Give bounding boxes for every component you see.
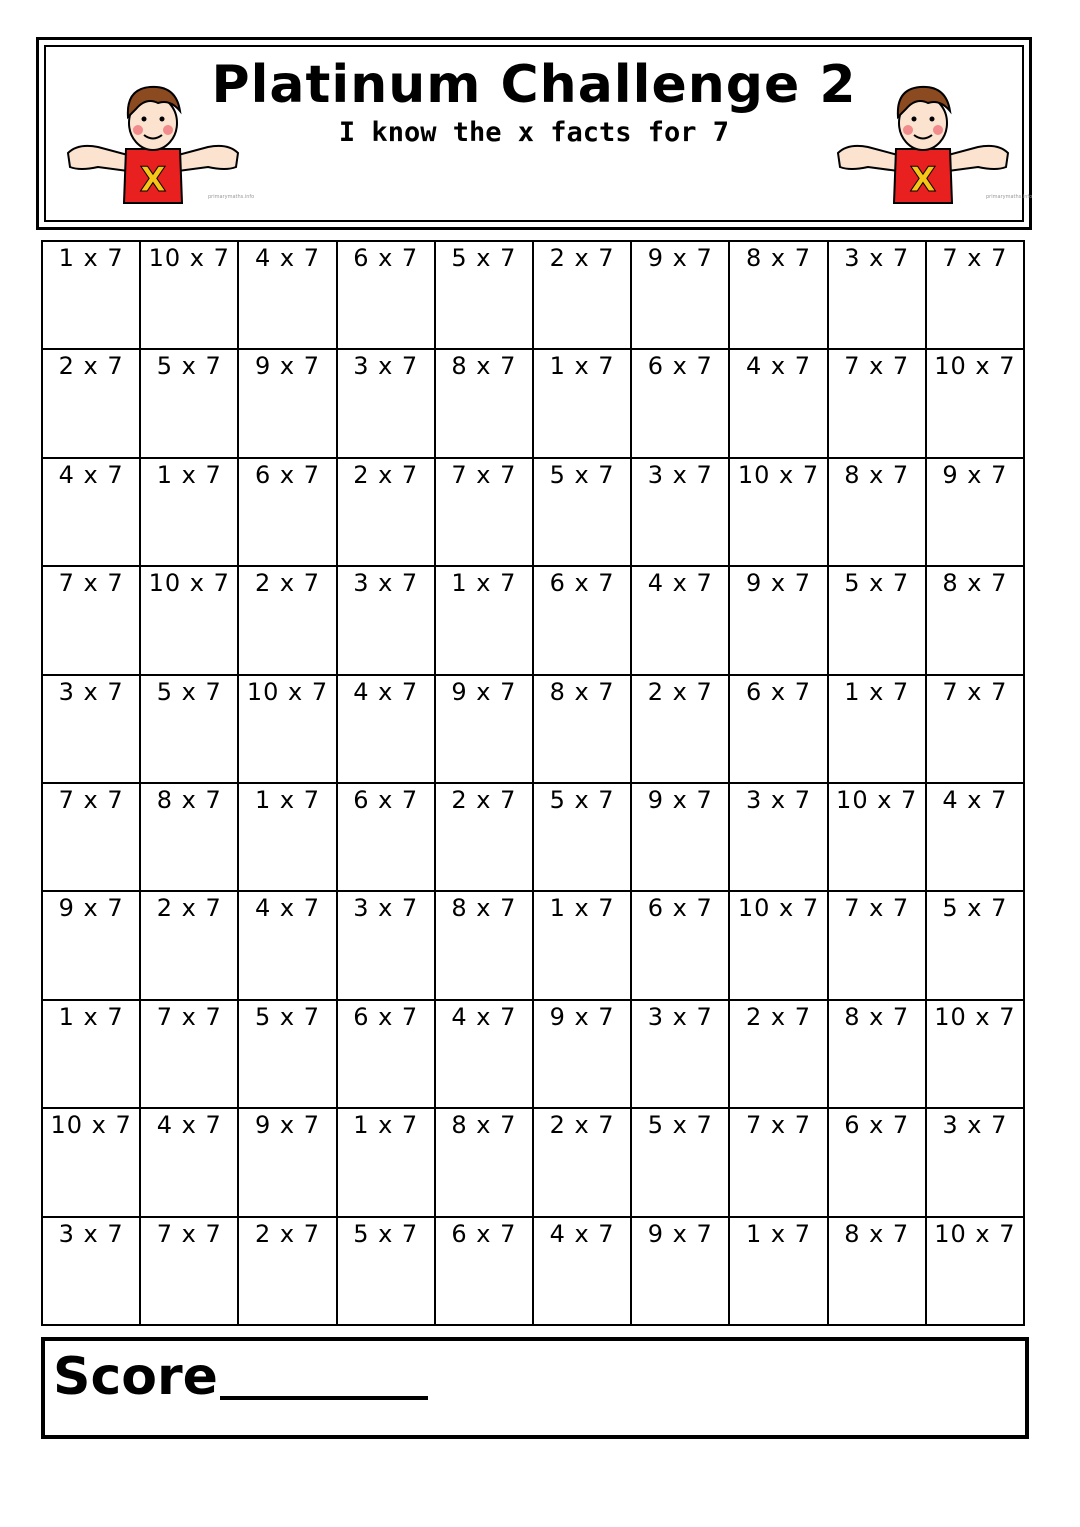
fact-cell[interactable] (43, 1001, 141, 1109)
fact-label: 6 x 7 (647, 352, 713, 381)
fact-label: 8 x 7 (451, 1111, 517, 1140)
fact-label: 10 x 7 (737, 460, 820, 489)
fact-label: 7 x 7 (745, 1111, 811, 1140)
fact-cell[interactable] (534, 1001, 632, 1109)
fact-label: 9 x 7 (549, 1002, 615, 1031)
fact-label: 4 x 7 (254, 244, 320, 272)
mascot-shirt-letter: X (909, 160, 937, 200)
fact-label: 1 x 7 (58, 1002, 124, 1031)
fact-label: 2 x 7 (647, 677, 713, 706)
score-answer-line[interactable] (220, 1396, 428, 1400)
fact-cell[interactable] (338, 784, 436, 892)
fact-cell[interactable] (730, 1218, 828, 1326)
fact-cell[interactable] (43, 676, 141, 784)
fact-label: 2 x 7 (254, 569, 320, 598)
fact-label: 4 x 7 (549, 1219, 615, 1248)
fact-cell[interactable] (43, 567, 141, 675)
fact-label: 4 x 7 (254, 894, 320, 923)
fact-label: 3 x 7 (745, 786, 811, 814)
fact-cell[interactable] (534, 350, 632, 458)
fact-label: 5 x 7 (353, 1219, 419, 1248)
fact-label: 1 x 7 (549, 894, 615, 923)
fact-label: 9 x 7 (451, 677, 517, 706)
fact-cell[interactable] (829, 350, 927, 458)
fact-label: 8 x 7 (844, 1219, 910, 1248)
fact-cell[interactable] (43, 784, 141, 892)
fact-label: 2 x 7 (745, 1002, 811, 1031)
fact-cell[interactable] (632, 567, 730, 675)
fact-cell[interactable] (632, 242, 730, 350)
fact-label: 1 x 7 (844, 677, 910, 706)
fact-label: 4 x 7 (745, 352, 811, 381)
fact-cell[interactable] (927, 1109, 1025, 1217)
fact-cell[interactable] (829, 242, 927, 350)
fact-cell[interactable] (338, 1109, 436, 1217)
fact-cell[interactable] (436, 350, 534, 458)
fact-cell[interactable] (534, 1109, 632, 1217)
fact-label: 10 x 7 (246, 677, 329, 706)
fact-label: 10 x 7 (934, 352, 1016, 381)
fact-label: 10 x 7 (934, 1002, 1016, 1031)
fact-label: 5 x 7 (942, 894, 1008, 923)
fact-cell[interactable] (338, 1218, 436, 1326)
fact-label: 4 x 7 (353, 677, 419, 706)
fact-cell[interactable] (239, 350, 337, 458)
fact-cell[interactable] (534, 242, 632, 350)
fact-label: 10 x 7 (148, 244, 230, 272)
fact-cell[interactable] (534, 567, 632, 675)
fact-cell[interactable] (829, 892, 927, 1000)
fact-label: 3 x 7 (647, 1002, 713, 1031)
fact-cell[interactable] (141, 350, 239, 458)
fact-label: 1 x 7 (58, 244, 124, 272)
fact-cell[interactable] (239, 1109, 337, 1217)
fact-label: 3 x 7 (647, 460, 713, 489)
fact-cell[interactable] (927, 784, 1025, 892)
fact-cell[interactable] (43, 350, 141, 458)
watermark-right: primarymaths.info (986, 194, 1033, 200)
fact-cell[interactable] (43, 1218, 141, 1326)
fact-label: 10 x 7 (836, 786, 918, 814)
fact-label: 8 x 7 (942, 569, 1008, 598)
fact-cell[interactable] (730, 1109, 828, 1217)
fact-label: 8 x 7 (156, 786, 222, 814)
fact-cell[interactable] (141, 676, 239, 784)
page-title: Platinum Challenge 2 (211, 55, 857, 115)
fact-cell[interactable] (239, 242, 337, 350)
fact-label: 5 x 7 (549, 786, 615, 814)
times-table-grid (41, 240, 1025, 1326)
fact-cell[interactable] (730, 784, 828, 892)
fact-label: 3 x 7 (58, 1219, 124, 1248)
fact-label: 1 x 7 (254, 786, 320, 814)
score-box (41, 1337, 1029, 1439)
fact-label: 7 x 7 (942, 677, 1008, 706)
fact-cell[interactable] (730, 676, 828, 784)
fact-label: 5 x 7 (647, 1111, 713, 1140)
fact-label: 8 x 7 (844, 460, 910, 489)
fact-label: 1 x 7 (745, 1219, 811, 1248)
fact-cell[interactable] (338, 892, 436, 1000)
fact-cell[interactable] (534, 1218, 632, 1326)
fact-cell[interactable] (730, 567, 828, 675)
fact-cell[interactable] (829, 459, 927, 567)
fact-cell[interactable] (829, 1109, 927, 1217)
fact-label: 6 x 7 (647, 894, 713, 923)
fact-cell[interactable] (829, 676, 927, 784)
watermark-left: primarymaths.info (208, 194, 255, 200)
fact-label: 5 x 7 (451, 244, 517, 272)
fact-cell[interactable] (239, 676, 337, 784)
fact-cell[interactable] (927, 242, 1025, 350)
fact-cell[interactable] (730, 350, 828, 458)
fact-cell[interactable] (927, 676, 1025, 784)
fact-label: 6 x 7 (353, 786, 419, 814)
fact-cell[interactable] (632, 676, 730, 784)
fact-label: 10 x 7 (737, 894, 820, 923)
fact-cell[interactable] (436, 1109, 534, 1217)
fact-cell[interactable] (436, 459, 534, 567)
fact-cell[interactable] (436, 676, 534, 784)
fact-cell[interactable] (829, 567, 927, 675)
fact-cell[interactable] (141, 892, 239, 1000)
fact-label: 7 x 7 (844, 352, 910, 381)
fact-cell[interactable] (927, 1001, 1025, 1109)
fact-label: 3 x 7 (353, 352, 419, 381)
fact-label: 2 x 7 (254, 1219, 320, 1248)
fact-label: 3 x 7 (844, 244, 910, 272)
fact-label: 9 x 7 (942, 460, 1008, 489)
mascot-boy-right-drawing (828, 75, 1018, 205)
fact-cell[interactable] (436, 1001, 534, 1109)
fact-cell[interactable] (534, 676, 632, 784)
fact-cell[interactable] (927, 567, 1025, 675)
fact-label: 7 x 7 (58, 569, 124, 598)
fact-cell[interactable] (436, 1218, 534, 1326)
fact-label: 2 x 7 (549, 244, 615, 272)
fact-label: 7 x 7 (156, 1002, 222, 1031)
fact-cell[interactable] (338, 567, 436, 675)
fact-cell[interactable] (927, 350, 1025, 458)
fact-cell[interactable] (141, 784, 239, 892)
fact-cell[interactable] (534, 892, 632, 1000)
fact-cell[interactable] (239, 459, 337, 567)
fact-cell[interactable] (43, 892, 141, 1000)
fact-label: 3 x 7 (942, 1111, 1008, 1140)
fact-cell[interactable] (730, 1001, 828, 1109)
fact-cell[interactable] (141, 567, 239, 675)
fact-label: 10 x 7 (934, 1219, 1016, 1248)
fact-cell[interactable] (730, 459, 828, 567)
fact-cell[interactable] (632, 459, 730, 567)
fact-cell[interactable] (338, 350, 436, 458)
score-label: Score (53, 1347, 218, 1407)
fact-cell[interactable] (141, 1001, 239, 1109)
fact-label: 9 x 7 (647, 786, 713, 814)
fact-label: 10 x 7 (50, 1111, 132, 1140)
fact-cell[interactable] (239, 567, 337, 675)
fact-cell[interactable] (141, 1218, 239, 1326)
fact-label: 7 x 7 (942, 244, 1008, 272)
fact-label: 2 x 7 (353, 460, 419, 489)
fact-label: 9 x 7 (58, 894, 124, 923)
fact-cell[interactable] (43, 1109, 141, 1217)
fact-label: 5 x 7 (254, 1002, 320, 1031)
fact-label: 6 x 7 (451, 1219, 517, 1248)
fact-cell[interactable] (632, 1218, 730, 1326)
fact-cell[interactable] (632, 1001, 730, 1109)
fact-cell[interactable] (338, 676, 436, 784)
fact-label: 4 x 7 (58, 460, 124, 489)
fact-label: 6 x 7 (549, 569, 615, 598)
mascot-boy-right (828, 75, 1018, 205)
fact-label: 1 x 7 (353, 1111, 419, 1140)
fact-label: 7 x 7 (451, 460, 517, 489)
fact-label: 8 x 7 (844, 1002, 910, 1031)
fact-cell[interactable] (239, 892, 337, 1000)
fact-cell[interactable] (239, 1218, 337, 1326)
fact-cell[interactable] (43, 242, 141, 350)
fact-cell[interactable] (730, 892, 828, 1000)
fact-label: 7 x 7 (156, 1219, 222, 1248)
fact-cell[interactable] (338, 459, 436, 567)
fact-cell[interactable] (927, 459, 1025, 567)
fact-label: 1 x 7 (549, 352, 615, 381)
fact-cell[interactable] (239, 1001, 337, 1109)
fact-label: 9 x 7 (254, 352, 320, 381)
fact-label: 2 x 7 (58, 352, 124, 381)
fact-cell[interactable] (632, 1109, 730, 1217)
fact-cell[interactable] (239, 784, 337, 892)
fact-label: 3 x 7 (353, 569, 419, 598)
fact-label: 1 x 7 (451, 569, 517, 598)
fact-cell[interactable] (829, 784, 927, 892)
fact-label: 2 x 7 (156, 894, 222, 923)
fact-cell[interactable] (43, 459, 141, 567)
fact-label: 10 x 7 (148, 569, 230, 598)
fact-label: 9 x 7 (647, 1219, 713, 1248)
fact-label: 6 x 7 (353, 244, 419, 272)
fact-label: 4 x 7 (451, 1002, 517, 1031)
fact-cell[interactable] (436, 784, 534, 892)
fact-label: 5 x 7 (549, 460, 615, 489)
fact-label: 1 x 7 (156, 460, 222, 489)
fact-cell[interactable] (829, 1218, 927, 1326)
fact-label: 3 x 7 (58, 677, 124, 706)
page-subtitle: I know the x facts for 7 (338, 117, 730, 148)
fact-label: 2 x 7 (451, 786, 517, 814)
fact-cell[interactable] (632, 892, 730, 1000)
fact-label: 4 x 7 (647, 569, 713, 598)
fact-cell[interactable] (927, 1218, 1025, 1326)
fact-cell[interactable] (338, 242, 436, 350)
fact-cell[interactable] (436, 567, 534, 675)
fact-cell[interactable] (927, 892, 1025, 1000)
mascot-shirt-letter: X (139, 160, 167, 200)
fact-cell[interactable] (141, 242, 239, 350)
fact-label: 6 x 7 (745, 677, 811, 706)
fact-cell[interactable] (534, 459, 632, 567)
fact-label: 9 x 7 (745, 569, 811, 598)
fact-label: 5 x 7 (844, 569, 910, 598)
fact-cell[interactable] (632, 350, 730, 458)
fact-label: 8 x 7 (745, 244, 811, 272)
fact-label: 2 x 7 (549, 1111, 615, 1140)
fact-label: 6 x 7 (353, 1002, 419, 1031)
fact-label: 9 x 7 (254, 1111, 320, 1140)
fact-label: 4 x 7 (942, 786, 1008, 814)
fact-label: 5 x 7 (156, 352, 222, 381)
fact-label: 8 x 7 (451, 352, 517, 381)
fact-label: 8 x 7 (451, 894, 517, 923)
header-inner-border (44, 45, 1033, 222)
fact-label: 4 x 7 (156, 1111, 222, 1140)
fact-label: 6 x 7 (844, 1111, 910, 1140)
fact-label: 3 x 7 (353, 894, 419, 923)
fact-cell[interactable] (534, 784, 632, 892)
fact-cell[interactable] (730, 242, 828, 350)
fact-cell[interactable] (632, 784, 730, 892)
fact-cell[interactable] (141, 1109, 239, 1217)
fact-cell[interactable] (338, 1001, 436, 1109)
fact-label: 8 x 7 (549, 677, 615, 706)
fact-label: 7 x 7 (58, 786, 124, 814)
fact-label: 5 x 7 (156, 677, 222, 706)
worksheet-header (36, 37, 1032, 230)
fact-label: 9 x 7 (647, 244, 713, 272)
fact-cell[interactable] (829, 1001, 927, 1109)
fact-label: 7 x 7 (844, 894, 910, 923)
fact-cell[interactable] (436, 892, 534, 1000)
fact-cell[interactable] (436, 242, 534, 350)
fact-cell[interactable] (141, 459, 239, 567)
fact-label: 6 x 7 (254, 460, 320, 489)
